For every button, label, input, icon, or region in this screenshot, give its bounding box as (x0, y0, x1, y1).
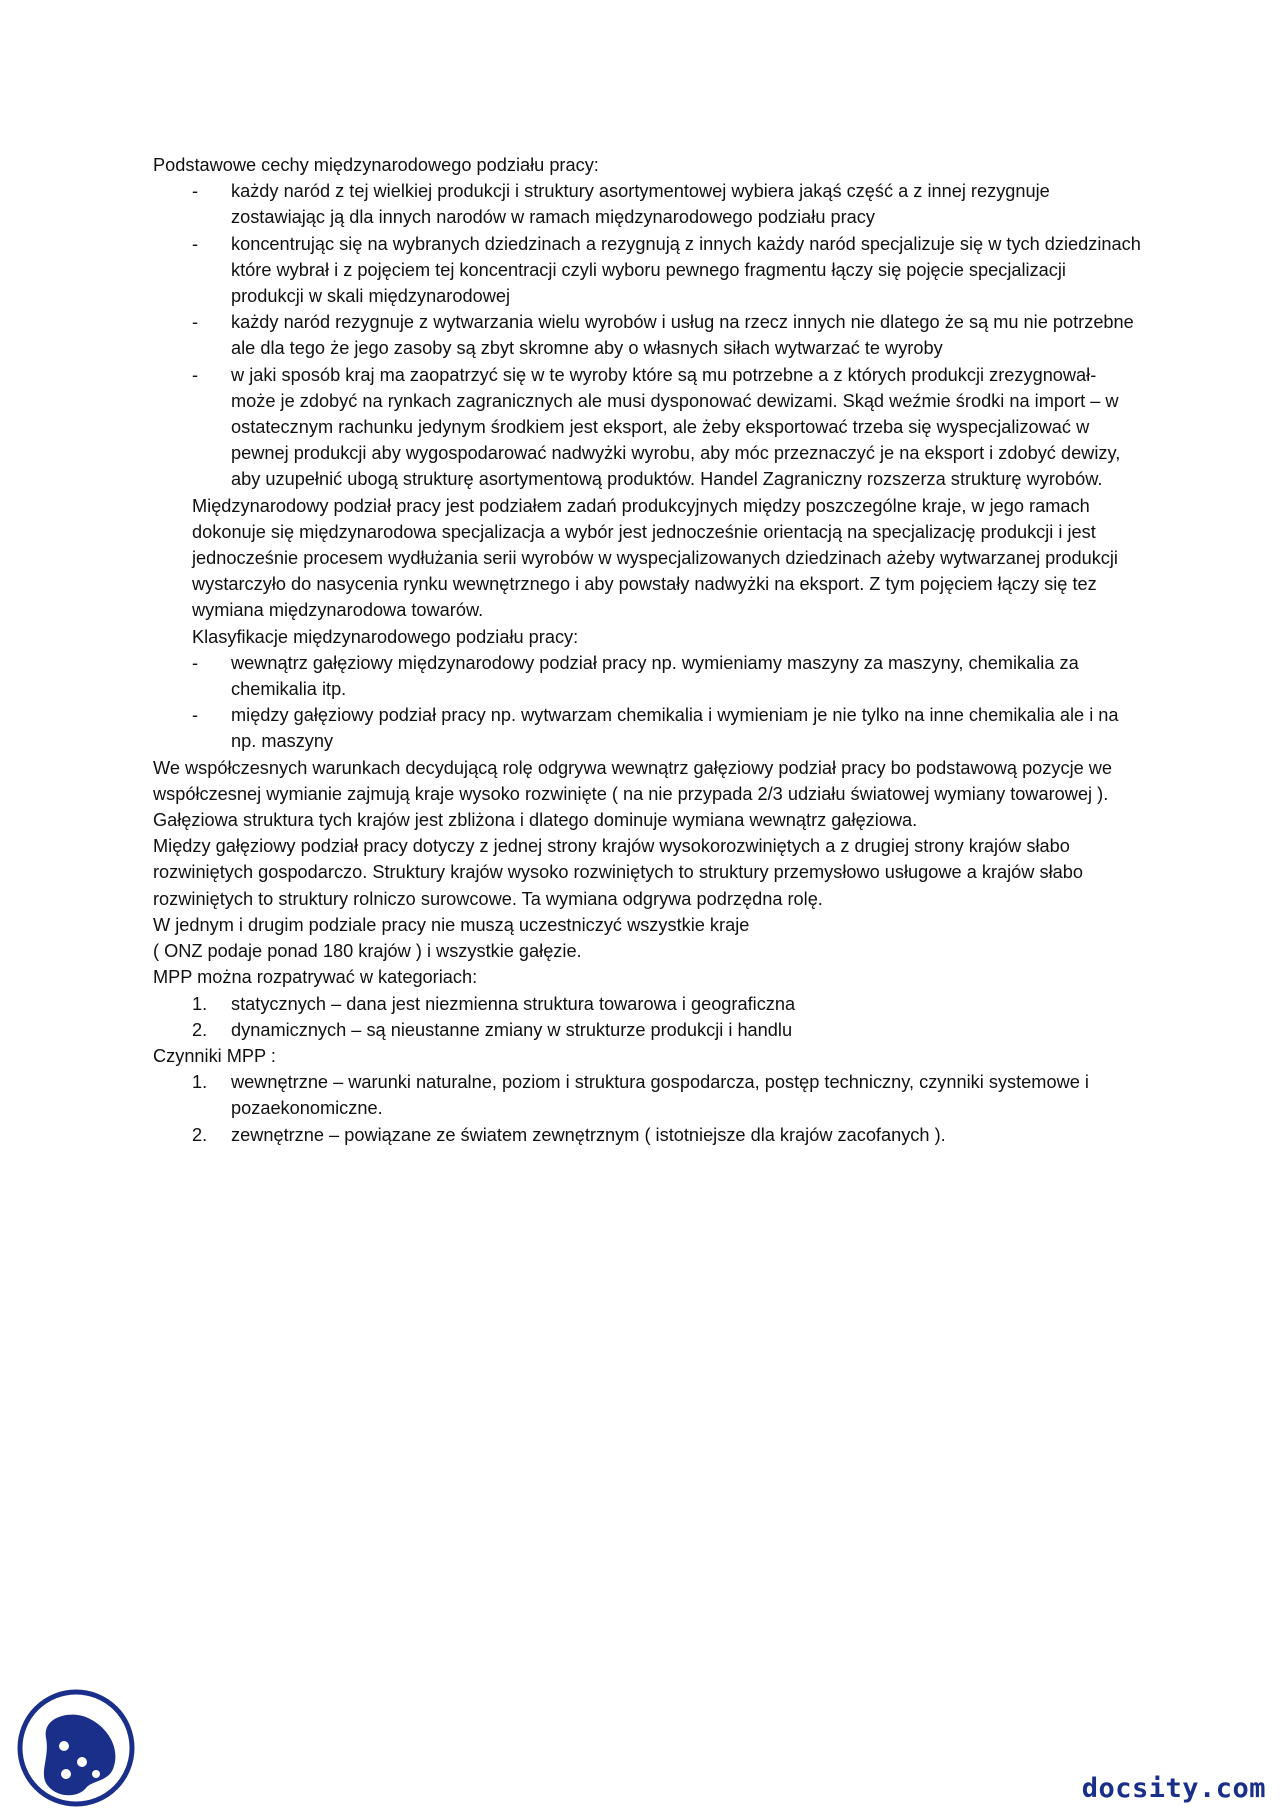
list-item: - między gałęziowy podział pracy np. wytwarzam chemikalia i wymieniam je nie tylko na inne chemikalia ale i na np. maszyny (192, 705, 1119, 752)
docsity-brand-link[interactable]: docsity.com (1081, 1773, 1266, 1804)
countries-line-2: ( ONZ podaje ponad 180 krajów ) i wszystkie gałęzie. (153, 941, 582, 962)
features-list (153, 178, 1143, 492)
inter-branch-paragraph: Między gałęziowy podział pracy dotyczy z jednej strony krajów wysokorozwiniętych a z drugiej strony krajów słabo rozwiniętych gospodarczo. Struktury krajów wysoko rozwiniętych to struktury przemysłowo usługowe a krajów słabo rozwiniętych to struktury rolniczo surowcowe. Ta wymiana odgrywa podrzędna rolę. (153, 836, 1083, 909)
list-item: - w jaki sposób kraj ma zaopatrzyć się w te wyroby które są mu potrzebne a z których produkcji zrezygnował- może je zdobyć na rynkach zagranicznych ale musi dysponować dewizami. Skąd weźmie środki na import – w ostatecznym rachunku jedynym środkiem jest eksport, ale żeby eksportować trzeba się wyspecjalizować w pewnej produkcji aby wygospodarować nadwyżki wyrobu, aby móc przeznaczyć je na eksport i zdobyć dewizy, aby uzupełnić ubogą strukturę asortymentową produktów. Handel Zagraniczny rozszerza strukturę wyrobów. (192, 364, 1121, 490)
list-item: 2. zewnętrzne – powiązane ze światem zewnętrznym ( istotniejsze dla krajów zacofanych ). (192, 1124, 946, 1145)
document-body (153, 152, 1143, 1148)
features-heading: Podstawowe cechy międzynarodowego podziału pracy: (153, 155, 599, 175)
list-item: 1. wewnętrzne – warunki naturalne, poziom i struktura gospodarcza, postęp techniczny, czynniki systemowe i pozaekonomiczne. (192, 1072, 1089, 1119)
list-item: - każdy naród z tej wielkiej produkcji i struktury asortymentowej wybiera jakąś część a z innej rezygnuje zostawiając ją dla innych narodów w ramach międzynarodowego podziału pracy (192, 181, 1050, 228)
list-item: - wewnątrz gałęziowy międzynarodowy podział pracy np. wymieniamy maszyny za maszyny, chemikalia za chemikalia itp. (192, 652, 1079, 700)
list-item: 2. dynamicznych – są nieustanne zmiany w strukturze produkcji i handlu (192, 1019, 793, 1040)
mpp-heading: MPP można rozpatrywać w kategoriach: (153, 967, 478, 988)
definition-paragraph: Międzynarodowy podział pracy jest podziałem zadań produkcyjnych między poszczególne kraje, w jego ramach dokonuje się międzynarodowa specjalizacja a wybór jest jednocześnie orientacją na specjalizację produkcji i jest jednocześnie procesem wydłużania serii wyrobów w wyspecjalizowanych dziedzinach ażeby wytwarzanej produkcji wystarczyło do nasycenia rynku wewnętrznego i aby powstały nadwyżki na eksport. Z tym pojęciem łączy się tez wymiana międzynarodowa towarów. (192, 495, 1118, 621)
countries-line-1: W jednym i drugim podziale pracy nie muszą uczestniczyć wszystkie kraje (153, 914, 750, 935)
list-item: - każdy naród rezygnuje z wytwarzania wielu wyrobów i usług na rzecz innych nie dlatego że są mu nie potrzebne ale dla tego że jego zasoby są zbyt skromne aby o własnych siłach wytwarzać te wyroby (192, 312, 1134, 359)
factors-heading: Czynniki MPP : (153, 1045, 276, 1066)
intra-branch-paragraph: We współczesnych warunkach decydującą rolę odgrywa wewnątrz gałęziowy podział pracy bo podstawową pozycje we współczesnej wymianie zajmują kraje wysoko rozwinięte ( na nie przypada 2/3 udziału światowej wymiany towarowej ). Gałęziowa struktura tych krajów jest zbliżona i dlatego dominuje wymiana wewnątrz gałęziowa. (153, 757, 1113, 831)
mpp-categories-list (153, 991, 1143, 1043)
list-item: 1. statycznych – dana jest niezmienna struktura towarowa i geograficzna (192, 993, 796, 1014)
classification-heading: Klasyfikacje międzynarodowego podziału pracy: (192, 626, 579, 647)
factors-list (153, 1069, 1143, 1148)
list-item: - koncentrując się na wybranych dziedzinach a rezygnują z innych każdy naród specjalizuje się w tych dziedzinach które wybrał i z pojęciem tej koncentracji czyli wyboru pewnego fragmentu łączy się pojęcie specjalizacji produkcji w skali międzynarodowej (192, 233, 1141, 307)
docsity-logo-icon[interactable] (16, 1688, 136, 1808)
classification-list (153, 650, 1143, 755)
